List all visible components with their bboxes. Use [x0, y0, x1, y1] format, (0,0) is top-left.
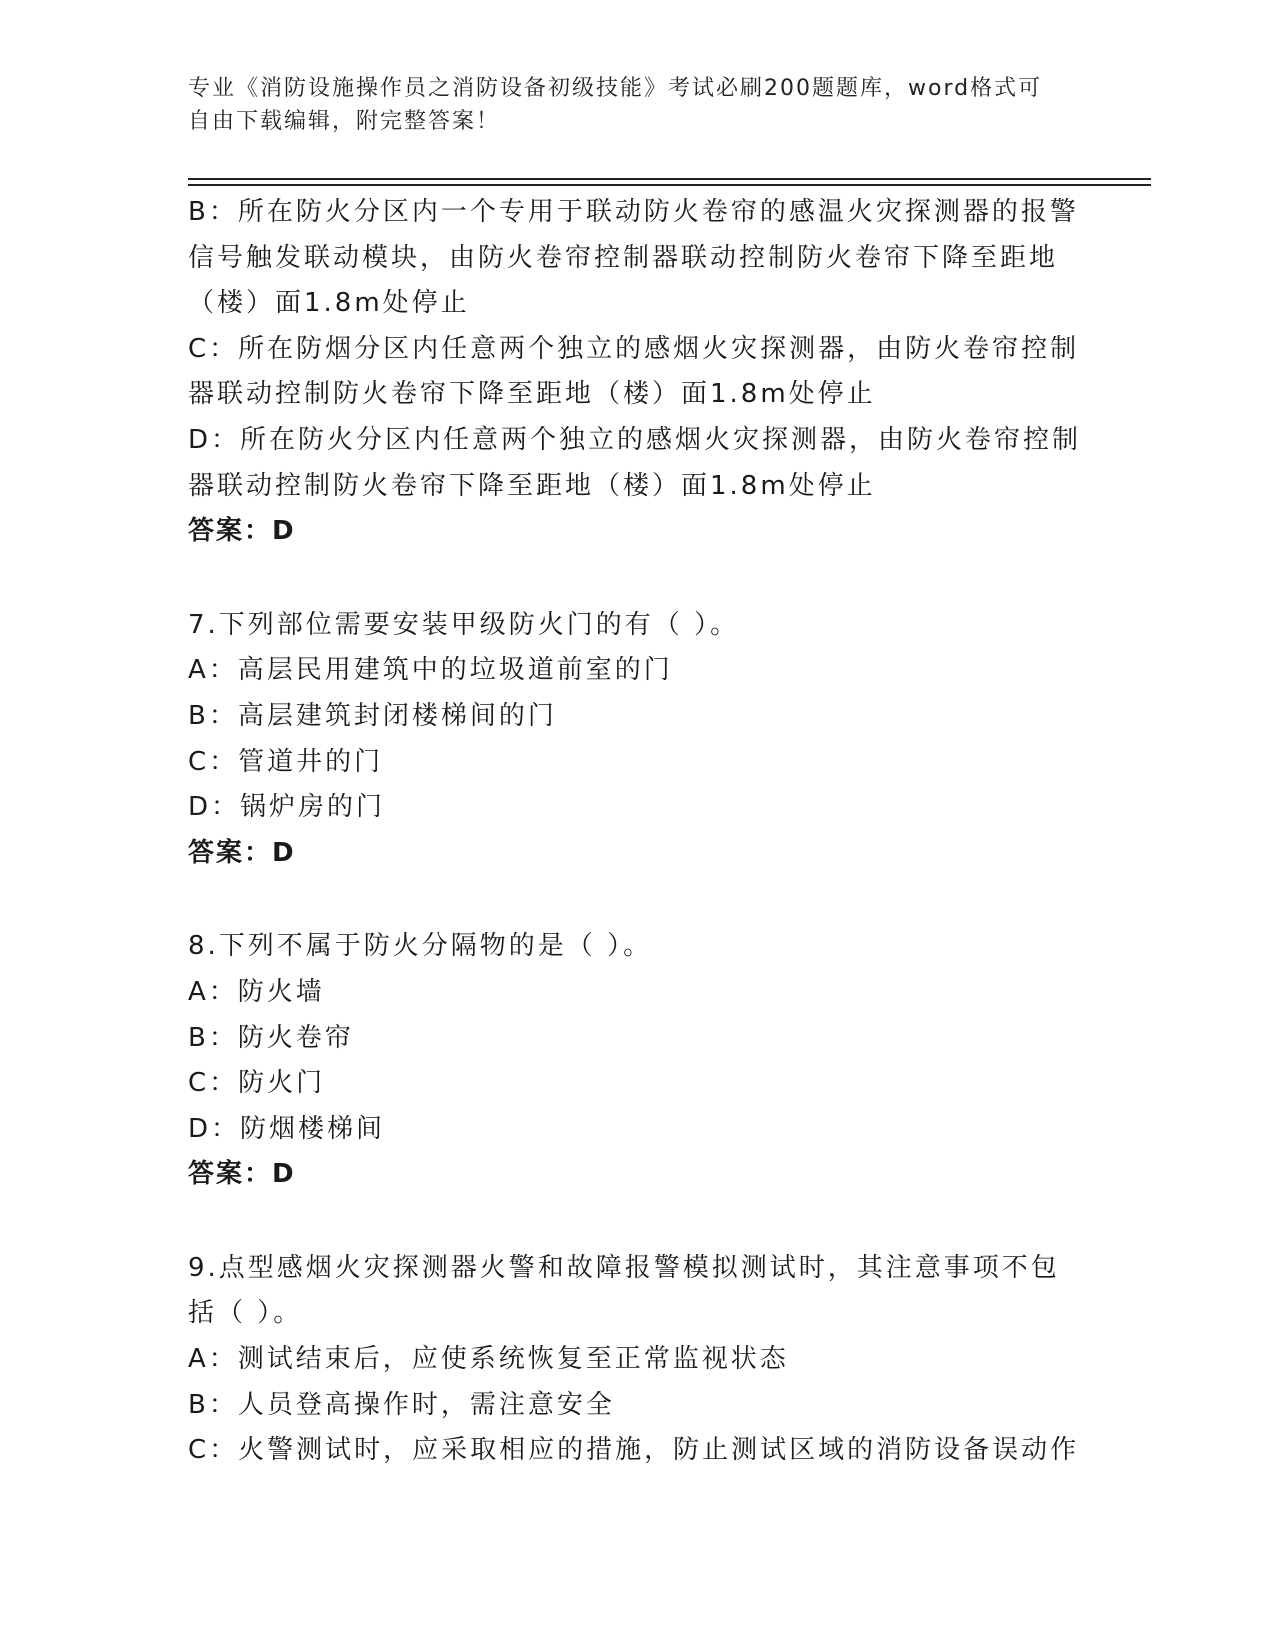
- option-b: B：人员登高操作时，需注意安全: [188, 1389, 615, 1420]
- document-header: [188, 72, 1088, 138]
- header-divider: [188, 184, 1151, 186]
- option-c: C：防火门: [188, 1068, 326, 1099]
- question-stem: 9.点型感烟火灾探测器火警和故障报警模拟测试时，其注意事项不包: [188, 1252, 1060, 1283]
- option-b-line: 信号触发联动模块，由防火卷帘控制器联动控制防火卷帘下降至距地: [188, 242, 1059, 273]
- option-c-line: C：所在防烟分区内任意两个独立的感烟火灾探测器，由防火卷帘控制: [188, 333, 1080, 364]
- answer: 答案：D: [188, 1159, 296, 1190]
- spacer: [188, 876, 1088, 924]
- question-stem: 括（ ）。: [188, 1298, 303, 1329]
- document-body: [188, 190, 1088, 1474]
- question-8: [188, 924, 1088, 1198]
- option-a: A：测试结束后，应使系统恢复至正常监视状态: [188, 1344, 789, 1375]
- option-d-line: D：所在防火分区内任意两个独立的感烟火灾探测器，由防火卷帘控制: [188, 424, 1082, 455]
- header-text-line: 自由下载编辑，附完整答案！: [188, 109, 501, 134]
- answer: 答案：D: [188, 516, 296, 547]
- option-b: B：高层建筑封闭楼梯间的门: [188, 700, 557, 731]
- option-d-line: 器联动控制防火卷帘下降至距地（楼）面1.8m处停止: [188, 470, 876, 501]
- header-text-line: 专业《消防设施操作员之消防设备初级技能》考试必刷200题题库，word格式可: [188, 76, 1043, 101]
- option-c-line: 器联动控制防火卷帘下降至距地（楼）面1.8m处停止: [188, 379, 876, 410]
- question-9: [188, 1246, 1088, 1474]
- option-b-line: B：所在防火分区内一个专用于联动防火卷帘的感温火灾探测器的报警: [188, 197, 1079, 227]
- question-stem: 8.下列不属于防火分隔物的是（ ）。: [188, 931, 653, 962]
- option-b: B：防火卷帘: [188, 1022, 354, 1053]
- spacer: [188, 555, 1088, 603]
- option-a: A：防火墙: [188, 976, 325, 1007]
- option-c: C：火警测试时，应采取相应的措施，防止测试区域的消防设备误动作: [188, 1435, 1080, 1466]
- option-d: D：防烟楼梯间: [188, 1113, 386, 1144]
- option-a: A：高层民用建筑中的垃圾道前室的门: [188, 655, 673, 686]
- spacer: [188, 1198, 1088, 1246]
- question-6-continued: [188, 190, 1088, 555]
- option-c: C：管道井的门: [188, 746, 384, 777]
- option-d: D：锅炉房的门: [188, 792, 386, 823]
- question-stem: 7.下列部位需要安装甲级防火门的有（ ）。: [188, 609, 740, 640]
- answer: 答案：D: [188, 837, 296, 868]
- question-7: [188, 603, 1088, 877]
- option-b-line: （楼）面1.8m处停止: [188, 288, 470, 319]
- header-divider: [188, 178, 1151, 180]
